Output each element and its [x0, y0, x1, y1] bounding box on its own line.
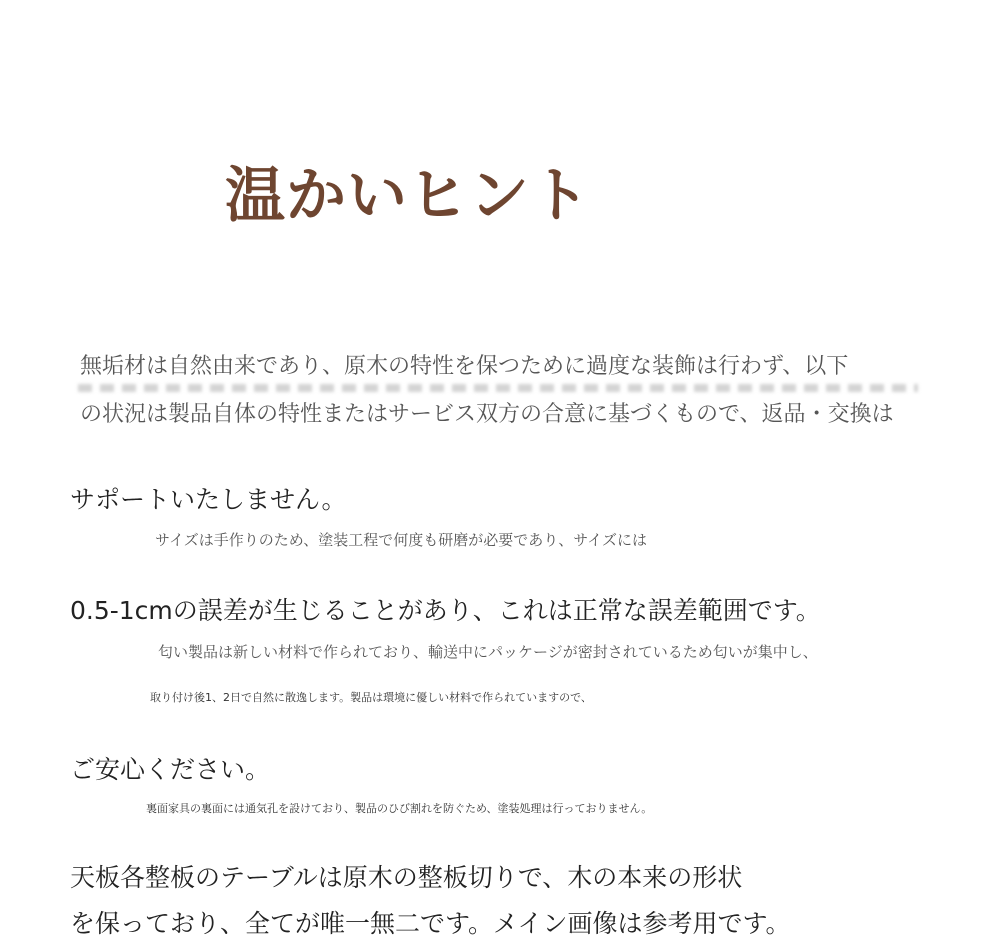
smell-note: 匂い製品は新しい材料で作られており、輸送中にパッケージが密封されているため匂いが集中し、 [158, 643, 818, 661]
blurred-text-row [78, 384, 918, 392]
page-title: 温かいヒント [225, 161, 591, 231]
board-line-1: 天板各整板のテーブルは原木の整板切りで、木の本来の形状 [70, 863, 743, 892]
intro-line-3: サポートいたしません。 [70, 485, 347, 514]
size-note: サイズは手作りのため、塗装工程で何度も研磨が必要であり、サイズには [155, 531, 648, 549]
back-note: 裏面家具の裏面には通気孔を設けており、製品のひび割れを防ぐため、塗装処理は行っておりません。 [146, 802, 653, 815]
board-line-2: を保っており、全てが唯一無二です。メイン画像は参考用です。 [70, 909, 791, 938]
smell-note-2: 取り付け後1、2日で自然に散逸します。製品は環境に優しい材料で作られていますので、 [150, 691, 592, 704]
intro-line-2: の状況は製品自体の特性またはサービス双方の合意に基づくもので、返品・交換は [80, 402, 894, 427]
smell-reassure: ご安心ください。 [70, 755, 271, 784]
intro-line-1: 無垢材は自然由来であり、原木の特性を保つために過度な装飾は行わず、以下 [80, 354, 849, 379]
size-tolerance: 0.5-1cmの誤差が生じることがあり、これは正常な誤差範囲です。 [70, 596, 821, 625]
